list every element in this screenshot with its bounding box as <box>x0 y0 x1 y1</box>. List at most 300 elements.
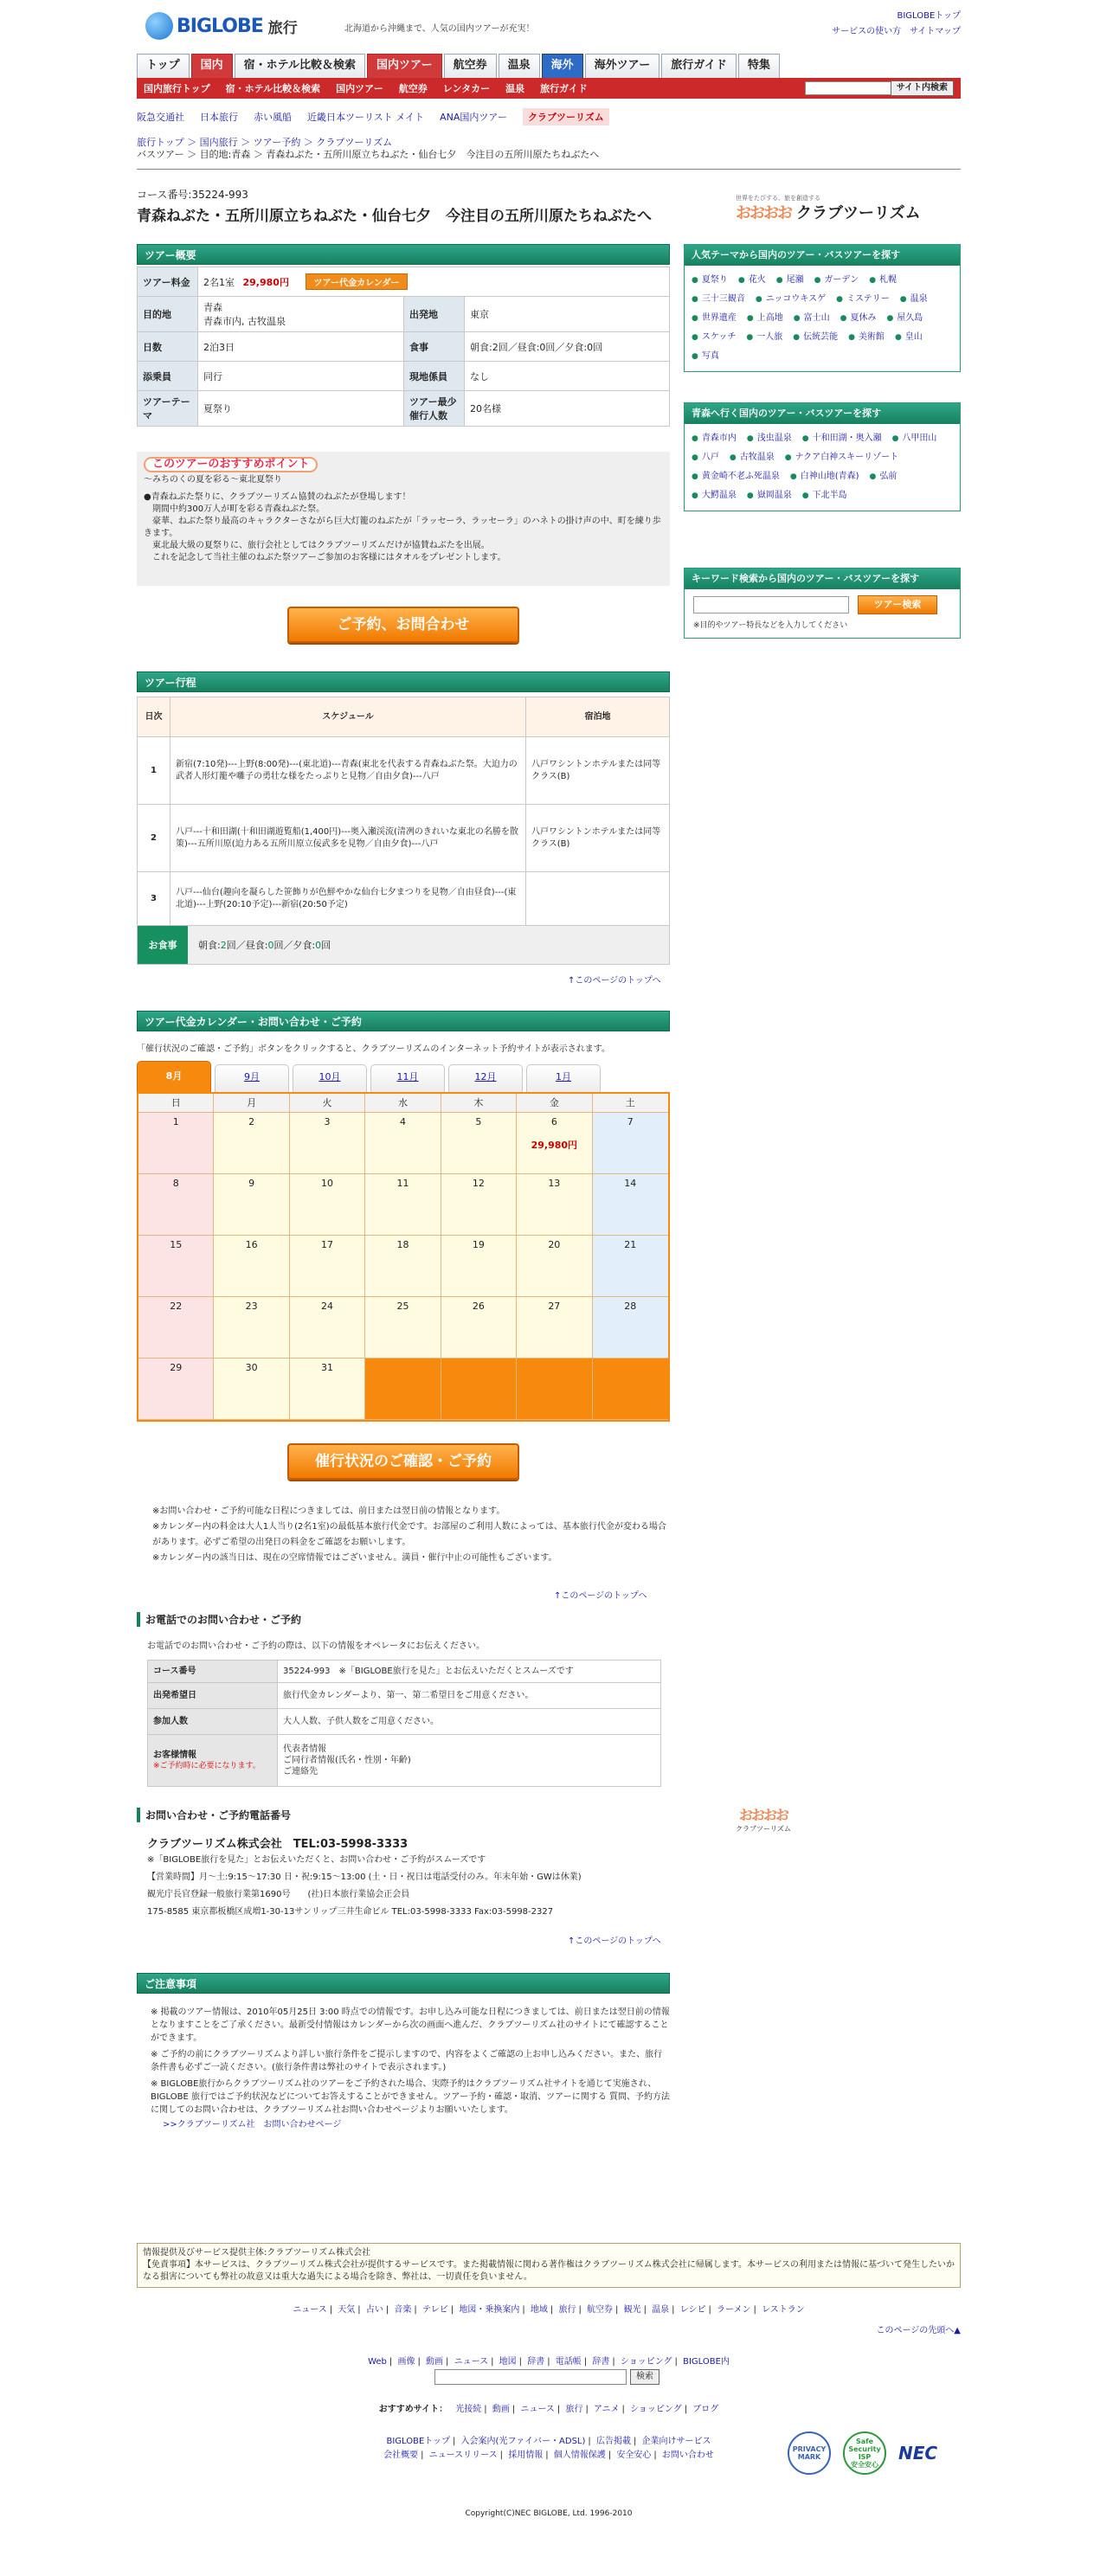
club-tourism-logo <box>736 195 921 223</box>
calendar-weekday-row <box>138 1094 668 1113</box>
calendar-day: 26 <box>441 1297 517 1359</box>
theme-link[interactable]: ● 札幌 <box>869 271 897 290</box>
price-basis: 2名1室 <box>203 277 235 288</box>
sub-nav-item[interactable]: 国内旅行トップ <box>144 83 210 94</box>
phone-value: 大人人数、子供人数をご用意ください。 <box>278 1709 661 1735</box>
nec-logo[interactable]: NEC <box>898 2443 938 2464</box>
corp-link[interactable]: 企業向けサービス <box>641 2437 711 2446</box>
search-type-link[interactable]: 地図 <box>499 2357 517 2367</box>
calendar-day: 30 <box>214 1359 289 1420</box>
theme-link[interactable]: ● 美術館 <box>848 328 885 347</box>
month-tab[interactable]: 12月 <box>448 1064 523 1092</box>
search-type-link[interactable]: 画像 <box>397 2357 415 2367</box>
theme-link[interactable]: ● ミステリー <box>836 290 890 309</box>
corporate-links-2: 会社概要 | ニュースリリース | 採用情報 | 個人情報保護 | 安全安心 | お問い合わせ <box>383 2451 714 2460</box>
logo-subtitle: 旅行 <box>267 19 298 37</box>
sub-nav-item[interactable]: 旅行ガイド <box>540 83 588 94</box>
calendar-day: 20 <box>517 1236 592 1297</box>
itinerary-schedule: 八戸---仙台(趣向を凝らした笹飾りが色鮮やかな仙台七夕まつりを見物／自由昼食)---(東北道)---上野(20:10予定)---新宿(20:50予定) <box>170 872 526 926</box>
calendar-empty <box>517 1359 592 1420</box>
overview-label: 添乗員 <box>138 362 198 391</box>
search-type-link[interactable]: 電話帳 <box>555 2357 582 2367</box>
breadcrumb <box>137 137 599 161</box>
calendar-header: ツアー代金カレンダー・お問い合わせ・ご予約 <box>137 1011 670 1031</box>
meal-text: 回／昼食: <box>226 940 268 951</box>
keyword-note: ※目的やツアー特長などを入力してください <box>693 621 848 630</box>
note-line: ※カレンダー内の料金は大人1人当り(2名1室)の最低基本旅行代金です。お部屋のご利用人数によっては、基本旅行代金が変わる場合があります。必ずご希望の出発日の料金をご確認をお願いします。 <box>152 1522 666 1547</box>
phone-label: お客様情報 <box>153 1750 196 1760</box>
overview-value: 東京 <box>465 297 670 332</box>
area-link[interactable]: ● 嶽岡温泉 <box>747 486 792 505</box>
meal-text: 回 <box>321 940 331 951</box>
phone-label: コース番号 <box>148 1661 278 1683</box>
month-tab[interactable]: 11月 <box>370 1064 445 1092</box>
overview-value: 2泊3日 <box>198 332 404 362</box>
calendar-day: 17 <box>290 1236 365 1297</box>
contact-line: 175-8585 東京都板橋区成増1-30-13サンリップ三井生命ビル TEL:03-5998-3333 Fax:03-5998-2327 <box>147 1907 554 1917</box>
agency-link[interactable]: 近畿日本ツーリスト メイト <box>307 112 425 123</box>
recommend-point-subtitle: ～みちのくの夏を彩る～東北夏祭り <box>144 475 282 485</box>
sidebar-theme-box <box>684 244 961 372</box>
footer-category-links: ニュース | 天気 | 占い | 音楽 | テレビ | 地図・乗換案内 | 地域 | 旅行 | 航空券 | 観光 | 温泉 | レシピ | ラーメン | レストラン <box>293 2305 805 2315</box>
calendar-day-with-price[interactable] <box>517 1113 592 1174</box>
footer-search-input[interactable] <box>434 2369 627 2385</box>
privacy-mark-icon[interactable]: PRIVACY MARK <box>788 2431 831 2475</box>
contact-line: ※「BIGLOBE旅行を見た」とお伝えいただくと、お問い合わせ・ご予約がスムーズです <box>147 1855 486 1865</box>
page-title: 青森ねぶた・五所川原立ちねぶた・仙台七夕 今注目の五所川原たちねぶたへ <box>137 208 652 225</box>
recommend-line: ●青森ねぶた祭りに、クラブツーリズム協賛のねぶたが登場します！ <box>144 492 411 502</box>
recommend-link[interactable]: 光接続 <box>455 2405 482 2414</box>
calendar-day: 1 <box>138 1113 214 1174</box>
area-link[interactable]: ● 八甲田山 <box>892 429 937 448</box>
caution-line: ※ 掲載のツアー情報は、2010年05月25日 3:00 時点での情報です。お申し込み可能な日程につきましては、前日または翌日前の情報となりますことをご了承ください。最新受付情報はカレンダーから次の画面へ進んだ、クラブツーリズム社のサイトにて確認することができます。 <box>151 2007 670 2043</box>
theme-link[interactable]: ● 屋久島 <box>886 309 923 328</box>
meal-label: お食事 <box>138 926 188 964</box>
breadcrumb-line2: バスツアー ＞ 目的地:青森 ＞ 青森ねぶた・五所川原立ちねぶた・仙台七夕 今注目の五所川原たちねぶたへ <box>137 149 600 160</box>
theme-link[interactable]: ● 写真 <box>692 347 719 366</box>
calendar-day-price[interactable]: 29,980円 <box>531 1140 578 1151</box>
disclaimer-line: 【免責事項】本サービスは、クラブツーリズム株式会社が提供するサービスです。また掲載情報に関わる著作権はクラブツーリズム株式会社に帰属します。本サービスの利用または情報に基づいて発生したいかなる損害についても弊社の故意又は重大な過失による場合を除き、弊社は、一切責任を負いません。 <box>143 2260 955 2282</box>
contact-details <box>147 1852 666 1921</box>
sub-nav-item[interactable]: 国内ツアー <box>336 83 383 94</box>
calendar-day: 9 <box>214 1174 289 1236</box>
sidebar-aomori-header: 青森へ行く国内のツアー・バスツアーを探す <box>685 403 960 424</box>
calendar-week <box>138 1236 668 1297</box>
footer-link[interactable]: 地図・乗換案内 <box>459 2305 520 2315</box>
phone-value: 旅行代金カレンダーより、第一、第二希望日をご用意ください。 <box>278 1683 661 1709</box>
main-nav-overseas-tour[interactable]: 海外ツアー <box>585 54 660 78</box>
calendar-day: 19 <box>441 1236 517 1297</box>
theme-link[interactable]: ● 温泉 <box>900 290 928 309</box>
itinerary-col-schedule: スケジュール <box>170 697 526 737</box>
weekday: 土 <box>593 1094 668 1113</box>
calendar-day: 21 <box>593 1236 668 1297</box>
caution-header: ご注意事項 <box>137 1973 670 1994</box>
month-tab[interactable]: 1月 <box>526 1064 601 1092</box>
phone-label-cell <box>148 1735 278 1787</box>
footer-link[interactable]: テレビ <box>421 2305 448 2315</box>
calendar-week <box>138 1359 668 1420</box>
sub-nav-item[interactable]: 温泉 <box>505 83 525 94</box>
calendar-notes <box>152 1504 672 1566</box>
weekday: 水 <box>365 1094 441 1113</box>
theme-link[interactable]: ● 皇山 <box>895 328 923 347</box>
calendar-day: 15 <box>138 1236 214 1297</box>
footer-link[interactable]: 地域 <box>530 2305 548 2315</box>
overview-header: ツアー概要 <box>137 244 670 265</box>
sub-nav <box>137 78 961 99</box>
footer-link[interactable]: 天気 <box>338 2305 356 2315</box>
recommend-line: 豪華、ねぶた祭り最高のキャラクターさながら巨大灯籠のねぶたが「ラッセーラ、ラッセーラ」のハネトの掛け声の中、町を練り歩きます。 <box>144 517 661 538</box>
calendar-empty <box>441 1359 517 1420</box>
meal-count: 0 <box>315 939 322 951</box>
corp-link[interactable]: 採用情報 <box>508 2451 544 2460</box>
overview-value: 同行 <box>198 362 404 391</box>
page-top-link[interactable]: ↑このページのトップへ <box>568 1937 661 1946</box>
calendar-day: 24 <box>290 1297 365 1359</box>
contact-line: 【営業時間】月～土:9:15～17:30 日・祝:9:15～13:00 (土・日・祝日は電話受付のみ。年末年始・GWは休業) <box>147 1873 582 1882</box>
footer-link[interactable]: 観光 <box>623 2305 641 2315</box>
footer-link[interactable]: 占い <box>365 2305 383 2315</box>
weekday: 日 <box>138 1094 214 1113</box>
meal-count: 2 <box>220 939 227 951</box>
calendar-day: 27 <box>517 1297 592 1359</box>
theme-list <box>685 266 960 371</box>
agency-link-active[interactable]: クラブツーリズム <box>523 108 609 125</box>
footer-link[interactable]: ラーメン <box>717 2305 751 2315</box>
corporate-links-1: BIGLOBEトップ | 入会案内(光ファイバー・ADSL) | 広告掲載 | 企業向けサービス <box>386 2437 711 2446</box>
search-type-link[interactable]: 辞書 <box>592 2357 610 2367</box>
footer-search-button[interactable]: 検索 <box>630 2369 659 2385</box>
overview-label: 目的地 <box>138 297 198 332</box>
area-link[interactable]: ● 古牧温泉 <box>730 448 775 467</box>
contact-company: クラブツーリズム株式会社 TEL:03-5998-3333 <box>147 1838 409 1851</box>
breadcrumb-line1[interactable]: 旅行トップ ＞ 国内旅行 ＞ ツアー予約 ＞ クラブツーリズム <box>137 137 393 148</box>
overview-label: ツアー最少催行人数 <box>404 391 465 427</box>
area-link[interactable]: ● 弘前 <box>870 467 897 486</box>
calendar-day: 23 <box>214 1297 289 1359</box>
caution-line: ※ BIGLOBE旅行からクラブツーリズム社のツアーをご予約された場合、実際予約はクラブツーリズム社サイトを通じて実施され、BIGLOBE 旅行ではご予約状況などについてお答えすることができません。ツアー予約・確認・取消、ツアーに関する 質問、予約方法に関してのお問い合わせは、クラブツーリズム社お問い合わせページよりお願いいたします。 <box>151 2079 670 2115</box>
club-logo-name-small: クラブツーリズム <box>736 1825 791 1833</box>
search-type-link[interactable]: 辞書 <box>527 2357 545 2367</box>
itinerary-row <box>138 805 670 872</box>
page-top-link-footer[interactable]: このページの先頭へ▲ <box>876 2326 961 2335</box>
top-link-howto[interactable]: サービスの使い方 <box>832 27 902 36</box>
course-number: コース番号:35224-993 <box>137 189 248 201</box>
calendar-day: 3 <box>290 1113 365 1174</box>
badge-title: Safe Security ISP <box>848 2438 881 2461</box>
calendar-day: 4 <box>365 1113 441 1174</box>
top-link-biglobe[interactable]: BIGLOBEトップ <box>897 11 961 21</box>
recommend-label: おすすめサイト： <box>378 2405 448 2414</box>
calendar-week <box>138 1174 668 1236</box>
main-nav-special[interactable]: 特集 <box>738 54 780 78</box>
calendar-day: 28 <box>593 1297 668 1359</box>
phone-label: 参加人数 <box>148 1709 278 1735</box>
main-nav-onsen[interactable]: 温泉 <box>499 54 540 78</box>
itinerary-col-hotel: 宿泊地 <box>526 697 670 737</box>
price-value: 29,980円 <box>242 277 289 288</box>
calendar-day: 8 <box>138 1174 214 1236</box>
meal-count: 0 <box>267 939 274 951</box>
theme-link[interactable]: ● 夏休み <box>840 309 877 328</box>
theme-link[interactable]: ● 一人旅 <box>746 328 782 347</box>
agency-link[interactable]: 赤い風船 <box>254 112 292 123</box>
meal-text: 回／夕食: <box>273 940 316 951</box>
provider-info <box>137 2243 961 2288</box>
agency-links <box>137 107 961 126</box>
itinerary-day: 3 <box>138 872 170 926</box>
sidebar-keyword-box <box>684 568 961 639</box>
itinerary-hotel: 八戸ワシントンホテルまたは同等クラス(B) <box>526 737 670 805</box>
weekday: 火 <box>290 1094 365 1113</box>
meal-row <box>137 925 670 965</box>
sidebar-theme-header: 人気テーマから国内のツアー・バスツアーを探す <box>685 245 960 266</box>
divider <box>137 169 961 170</box>
check-status-reserve-button[interactable]: 催行状況のご確認・ご予約 <box>287 1443 519 1480</box>
area-link[interactable]: ● 十和田湖・奥入瀬 <box>802 429 882 448</box>
weekday: 金 <box>517 1094 592 1113</box>
corp-link[interactable]: 個人情報保護 <box>553 2451 606 2460</box>
itinerary-row <box>138 872 670 926</box>
theme-link[interactable]: ● 上高地 <box>747 309 783 328</box>
month-tab[interactable]: 10月 <box>293 1064 367 1092</box>
price-cell <box>198 267 670 297</box>
search-type-link[interactable]: BIGLOBE内 <box>683 2357 730 2367</box>
area-link[interactable]: ● 八戸 <box>692 448 719 467</box>
overview-label: ツアーテーマ <box>138 391 198 427</box>
phone-value: 代表者情報 ご同行者情報(氏名・性別・年齢) ご連絡先 <box>278 1735 661 1787</box>
weekday: 月 <box>214 1094 289 1113</box>
site-search-input[interactable] <box>805 81 900 95</box>
theme-link[interactable]: ● 富士山 <box>794 309 830 328</box>
keyword-input[interactable] <box>693 596 849 613</box>
theme-link[interactable]: ● ニッコウキスゲ <box>756 290 826 309</box>
theme-link[interactable]: ● 伝統芸能 <box>793 328 838 347</box>
calendar-day: 5 <box>441 1113 517 1174</box>
theme-link[interactable]: ● 花火 <box>738 271 766 290</box>
calendar-day: 31 <box>290 1359 365 1420</box>
contact-header: お問い合わせ・ご予約電話番号 <box>137 1808 291 1822</box>
overview-value: なし <box>465 362 670 391</box>
calendar-day-number: 6 <box>550 1116 557 1127</box>
calendar-day: 2 <box>214 1113 289 1174</box>
price-calendar-button[interactable]: ツアー代金カレンダー <box>306 273 407 290</box>
area-link[interactable]: ● ナクア白神スキーリゾート <box>785 448 898 467</box>
footer-link[interactable]: 旅行 <box>558 2305 576 2315</box>
search-type-link[interactable]: ショッピング <box>620 2357 672 2367</box>
theme-link[interactable]: ● 三十三観音 <box>692 290 745 309</box>
calendar-day: 18 <box>365 1236 441 1297</box>
calendar-day: 13 <box>517 1174 592 1236</box>
sub-nav-item[interactable]: 航空券 <box>398 83 428 94</box>
footer-link[interactable]: 温泉 <box>652 2305 670 2315</box>
recommend-link[interactable]: 旅行 <box>565 2405 583 2414</box>
calendar-day: 29 <box>138 1359 214 1420</box>
safe-security-isp-icon[interactable] <box>843 2431 886 2475</box>
main-nav-top[interactable]: トップ <box>137 54 190 78</box>
calendar-empty <box>365 1359 441 1420</box>
recommend-link[interactable]: ブログ <box>692 2405 719 2414</box>
area-link[interactable]: ● 白神山地(青森) <box>790 467 859 486</box>
itinerary-row <box>138 737 670 805</box>
recommend-sites: おすすめサイト： 光接続 | 動画 | ニュース | 旅行 | アニメ | ショッピング | ブログ <box>378 2405 719 2414</box>
site-search-button[interactable]: サイト内検索 <box>891 80 954 96</box>
calendar-day: 22 <box>138 1297 214 1359</box>
footer-link[interactable]: ニュース <box>293 2305 327 2315</box>
main-nav-overseas-label[interactable]: 海外 <box>542 54 583 78</box>
overview-label: 現地係員 <box>404 362 465 391</box>
logo-text: BIGLOBE <box>177 15 263 37</box>
main-nav-hotel[interactable]: 宿・ホテル比較＆検索 <box>235 54 365 78</box>
corp-link[interactable]: ニュースリリース <box>428 2451 498 2460</box>
overview-label: 日数 <box>138 332 198 362</box>
calendar-day: 14 <box>593 1174 668 1236</box>
sub-nav-item[interactable]: 宿・ホテル比較＆検索 <box>225 83 321 94</box>
main-nav-domestic-label[interactable]: 国内 <box>191 54 233 78</box>
sidebar-aomori-box <box>684 402 961 511</box>
page-top-link[interactable]: ↑このページのトップへ <box>554 1591 647 1601</box>
footer-link[interactable]: 航空券 <box>587 2305 614 2315</box>
club-tourism-small-logo <box>736 1804 791 1834</box>
badge-sub: 安全安心 <box>851 2461 878 2469</box>
overview-value: 朝食:2回／昼食:0回／夕食:0回 <box>465 332 670 362</box>
phone-inquiry-header: お電話でのお問い合わせ・ご予約 <box>137 1612 301 1627</box>
phone-label-note: ※ご予約時に必要になります。 <box>153 1761 261 1770</box>
calendar-day: 16 <box>214 1236 289 1297</box>
corp-link[interactable]: 安全安心 <box>616 2451 652 2460</box>
calendar-day: 7 <box>593 1113 668 1174</box>
area-link[interactable]: ● 浅虫温泉 <box>747 429 792 448</box>
footer-link[interactable]: 音楽 <box>394 2305 412 2315</box>
top-link-sitemap[interactable]: サイトマップ <box>910 27 961 36</box>
phone-label: 出発希望日 <box>148 1683 278 1709</box>
corp-link[interactable]: お問い合わせ <box>661 2451 714 2460</box>
corp-link[interactable]: BIGLOBEトップ <box>386 2437 450 2446</box>
overview-label: 食事 <box>404 332 465 362</box>
main-nav-air[interactable]: 航空券 <box>444 54 497 78</box>
recommend-line: 東北最大級の夏祭りに、旅行会社としてはクラブツーリズムだけが協賛ねぶたを出展。 <box>144 541 490 550</box>
footer-link[interactable]: レストラン <box>762 2305 805 2315</box>
calendar-day: 25 <box>365 1297 441 1359</box>
month-tab[interactable]: 9月 <box>215 1064 289 1092</box>
corp-link[interactable]: 会社概要 <box>383 2451 419 2460</box>
biglobe-logo[interactable] <box>145 9 298 43</box>
copyright: Copyright(C)NEC BIGLOBE, Ltd. 1996-2010 <box>465 2509 633 2518</box>
search-type-link[interactable]: ニュース <box>454 2357 489 2367</box>
calendar-day: 10 <box>290 1174 365 1236</box>
recommend-line: 期間中約300万人が町を彩る青森ねぶた祭。 <box>144 504 325 514</box>
itinerary-schedule: 八戸---十和田湖(十和田湖遊覧船(1,400円)---奥入瀬渓流(清冽のきれいな東北の名勝を散策)---五所川原(迫力ある五所川原立佞武多を見物／自由夕食)---八戸 <box>170 805 526 872</box>
recommend-point <box>137 452 670 586</box>
club-logo-name: クラブツーリズム <box>796 204 921 222</box>
certification-badges <box>788 2431 937 2475</box>
phone-info-table <box>147 1660 661 1787</box>
overview-table <box>137 267 670 427</box>
footer-search-links: Web | 画像 | 動画 | ニュース | 地図 | 辞書 | 電話帳 | 辞書 | ショッピング | BIGLOBE内 <box>368 2357 730 2367</box>
itinerary-table <box>137 697 670 926</box>
note-line: ※お問い合わせ・ご予約可能な日程につきましては、前日または翌日前の情報となります。 <box>152 1506 505 1516</box>
agency-link[interactable]: ANA国内ツアー <box>440 112 508 123</box>
phone-value: 35224-993 ※「BIGLOBE旅行を見た」とお伝えいただくとスムーズです <box>278 1661 661 1683</box>
area-link[interactable]: ● 下北半島 <box>802 486 847 505</box>
main-nav <box>137 54 782 78</box>
phone-inquiry-desc: お電話でのお問い合わせ・ご予約の際は、以下の情報をオペレータにお伝えください。 <box>147 1641 485 1651</box>
itinerary-hotel <box>526 872 670 926</box>
calendar-empty <box>593 1359 668 1420</box>
reserve-inquiry-button[interactable]: ご予約、お問合わせ <box>287 607 519 643</box>
area-link[interactable]: ● 大鰐温泉 <box>692 486 737 505</box>
itinerary-hotel: 八戸ワシントンホテルまたは同等クラス(B) <box>526 805 670 872</box>
itinerary-col-day: 日次 <box>138 697 170 737</box>
corp-link[interactable]: 入会案内(光ファイバー・ADSL) <box>460 2437 586 2446</box>
itinerary-day: 2 <box>138 805 170 872</box>
sidebar-keyword-header: キーワード検索から国内のツアー・バスツアーを探す <box>685 569 960 589</box>
note-line: ※カレンダー内の該当日は、現在の空席情報ではございません。満員・催行中止の可能性もございます。 <box>152 1553 557 1563</box>
theme-link[interactable]: ● 世界遺産 <box>692 309 737 328</box>
calendar-day: 11 <box>365 1174 441 1236</box>
area-link[interactable]: ● 青森市内 <box>692 429 737 448</box>
club-inquiry-link[interactable]: >>クラブツーリズム社 お問い合わせページ <box>163 2120 342 2130</box>
page-top-link[interactable]: ↑このページのトップへ <box>568 976 661 986</box>
recommend-line: これを記念して当社主催のねぶた祭ツアーご参加のお客様にはタオルをプレゼントします。 <box>144 553 506 562</box>
calendar-day: 12 <box>441 1174 517 1236</box>
recommend-link[interactable]: アニメ <box>594 2405 620 2414</box>
aomori-list <box>685 424 960 511</box>
agency-link[interactable]: 日本旅行 <box>200 112 238 123</box>
search-type-link[interactable]: 動画 <box>426 2357 444 2367</box>
meal-text: 朝食: <box>198 940 221 951</box>
agency-link[interactable]: 阪急交通社 <box>137 112 184 123</box>
overview-value: 20名様 <box>465 391 670 427</box>
main-nav-guide[interactable]: 旅行ガイド <box>661 54 737 78</box>
search-type-link[interactable]: Web <box>368 2357 387 2367</box>
price-label: ツアー料金 <box>138 267 198 297</box>
price-calendar <box>137 1092 670 1422</box>
recommend-link[interactable]: ニュース <box>520 2405 555 2414</box>
provider-line: 情報提供及びサービス提供主体:クラブツーリズム株式会社 <box>143 2248 371 2258</box>
caution-text <box>151 2006 670 2131</box>
itinerary-day: 1 <box>138 737 170 805</box>
overview-value: 青森 青森市内, 古牧温泉 <box>198 297 404 332</box>
area-link[interactable]: ● 黄金崎不老ふ死温泉 <box>692 467 780 486</box>
recommend-link[interactable]: 動画 <box>492 2405 510 2414</box>
calendar-week <box>138 1297 668 1359</box>
club-logo-figures-icon: おおおお <box>736 204 791 222</box>
theme-link[interactable]: ● 尾瀬 <box>776 271 804 290</box>
corp-link[interactable]: 広告掲載 <box>595 2437 631 2446</box>
theme-link[interactable]: ● 夏祭り <box>692 271 728 290</box>
theme-link[interactable]: ● スケッチ <box>692 328 736 347</box>
main-nav-domestic-tour[interactable]: 国内ツアー <box>367 54 442 78</box>
meal-value <box>188 926 669 964</box>
month-tab[interactable]: 8月 <box>137 1061 211 1092</box>
caution-line: ※ ご予約の前にクラブツーリズムより詳しい旅行条件をご提示しますので、内容をよくご確認の上お申し込みください。また、旅行条件書も必ずご一読ください。(旅行条件書は弊社のサイトで表示されます。) <box>151 2050 663 2072</box>
footer-link[interactable]: レシピ <box>679 2305 706 2315</box>
sub-nav-item[interactable]: レンタカー <box>442 83 491 94</box>
biglobe-logo-icon <box>145 12 173 40</box>
club-logo-figures-icon: おおおお <box>738 1807 788 1823</box>
itinerary-header: ツアー行程 <box>137 671 670 692</box>
theme-link[interactable]: ● ガーデン <box>814 271 859 290</box>
top-links <box>823 9 961 40</box>
tagline: 北海道から沖縄まで、人気の国内ツアーが充実！ <box>344 24 535 34</box>
calendar-week <box>138 1113 668 1174</box>
tour-search-button[interactable]: ツアー検索 <box>858 595 937 614</box>
overview-value: 夏祭り <box>198 391 404 427</box>
month-tabs <box>137 1061 604 1092</box>
recommend-link[interactable]: ショッピング <box>630 2405 682 2414</box>
